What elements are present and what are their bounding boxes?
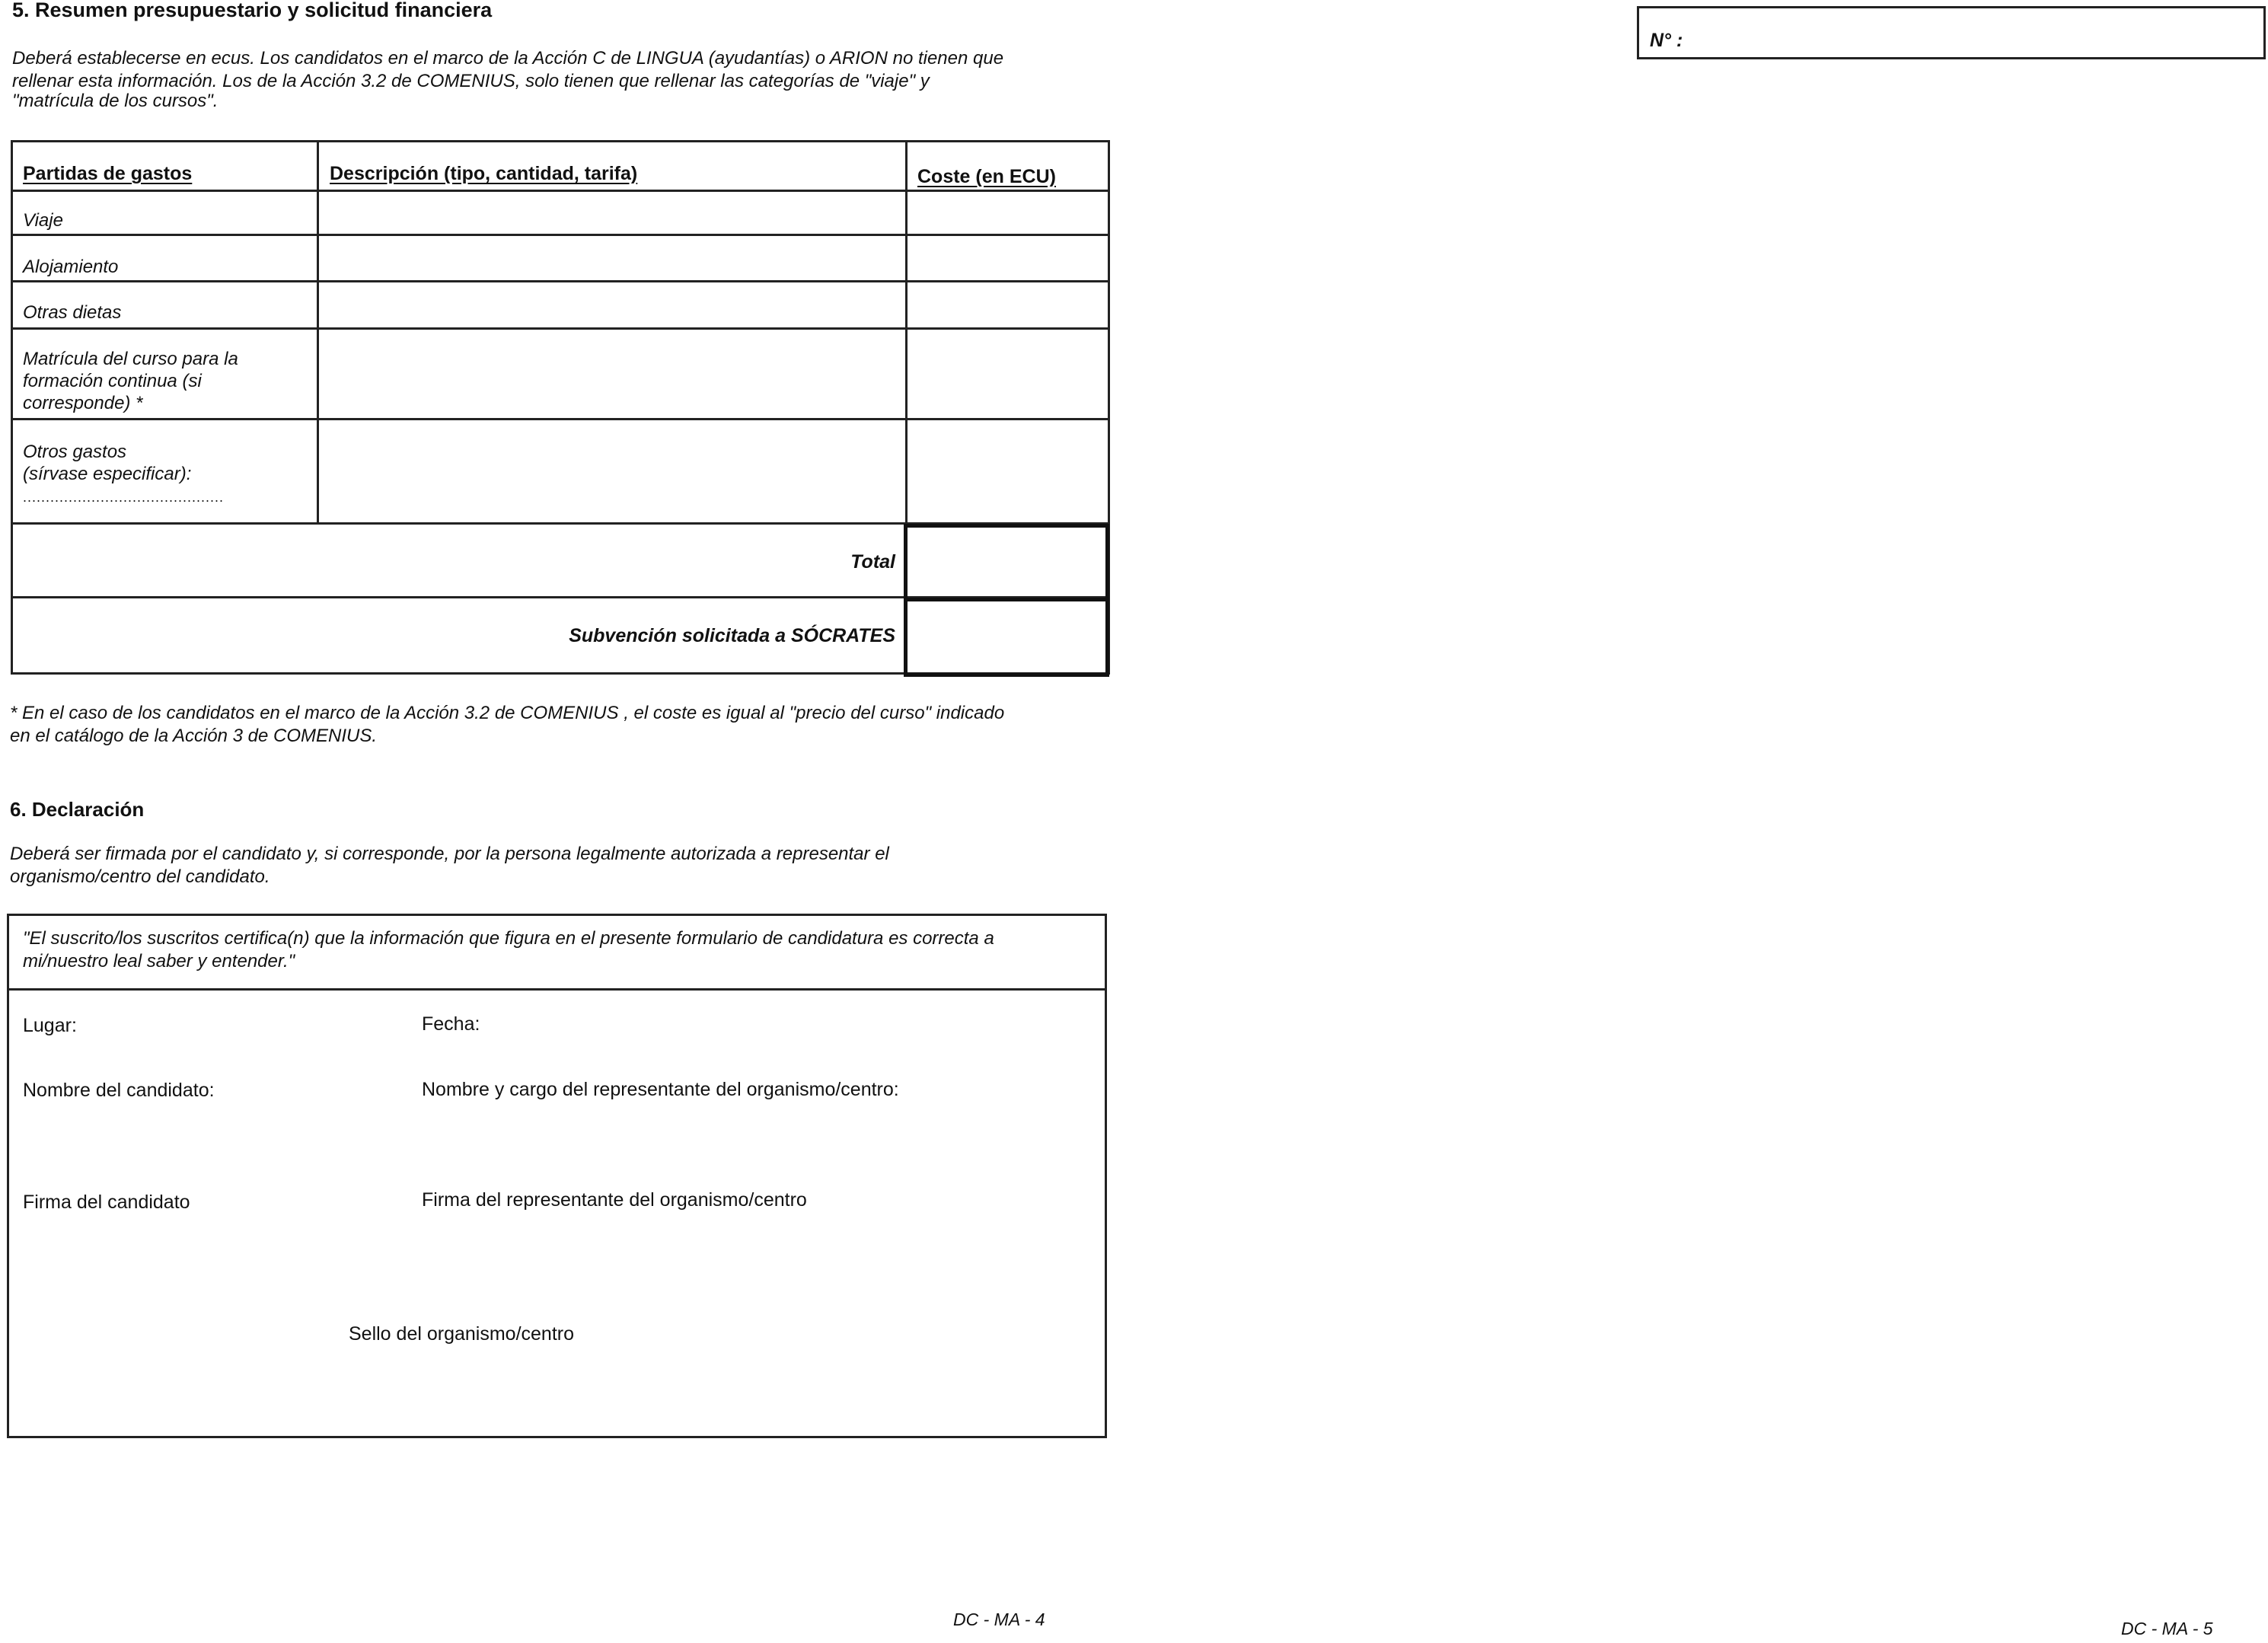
intro-line: Deberá ser firmada por el candidato y, si corresponde, por la persona legalmente autorizada a representar el [10,844,889,864]
quote-line: mi/nuestro leal saber y entender." [23,951,295,971]
table-border-left [11,140,13,675]
row-label: Viaje [23,210,63,231]
table-col-line [317,140,319,522]
declaration-quote [23,927,1104,973]
row-other-allowances [23,301,121,324]
row-label: (sírvase especificar): [23,464,192,484]
row-label: corresponde) * [23,393,143,413]
row-course-fee [23,348,238,414]
representative-name-label: Nombre y cargo del representante del organismo/centro: [422,1079,899,1100]
header-description: Descripción (tipo, cantidad, tarifa) [330,163,638,184]
declaration-box [7,914,1107,1438]
section-6-intro [10,843,1121,888]
representative-signature-label: Firma del representante del organismo/centro [422,1189,807,1211]
place-label: Lugar: [23,1015,77,1036]
section-6-title: 6. Declaración [10,798,145,821]
row-travel [23,209,63,231]
row-label: Otros gastos [23,442,127,462]
total-amount-box[interactable] [904,524,1109,601]
date-label: Fecha: [422,1013,480,1035]
section-5-intro [12,47,1116,113]
intro-line: rellenar esta información. Los de la Acción 3.2 de COMENIUS, solo tienen que rellenar las categorías de "viaje" y [12,71,930,91]
candidate-name-label: Nombre del candidato: [23,1080,215,1101]
grant-amount-box[interactable] [904,598,1109,677]
intro-line: organismo/centro del candidato. [10,866,270,887]
page-footer-left: DC - MA - 4 [953,1610,1045,1629]
row-label: Otras dietas [23,302,122,323]
grant-requested-label: Subvención solicitada a SÓCRATES [569,625,895,646]
row-accommodation [23,256,118,278]
row-label: Alojamiento [23,257,119,277]
intro-line: "matrícula de los cursos". [12,91,219,111]
quote-line: "El suscrito/los suscritos certifica(n) que la información que figura en el presente formulario de candidatura es correcta a [23,928,994,949]
table-col-line [905,140,908,522]
seal-label: Sello del organismo/centro [349,1323,574,1345]
cost-cell[interactable] [908,192,1107,233]
number-label: N° : [1650,30,1683,51]
candidate-signature-label: Firma del candidato [23,1192,190,1213]
section-5-title: 5. Resumen presupuestario y solicitud financiera [12,0,493,21]
table-row-line [11,280,1110,282]
header-cost: Coste (en ECU) [917,166,1056,187]
description-cell[interactable] [320,192,904,233]
footnote-line: en el catálogo de la Acción 3 de COMENIUS. [10,726,378,746]
intro-line: Deberá establecerse en ecus. Los candidatos en el marco de la Acción C de LINGUA (ayudantías) o ARION no tienen que [12,48,1004,69]
table-row-line [11,418,1110,420]
row-label: formación continua (si [23,371,202,391]
table-row-line [11,234,1110,236]
number-box[interactable] [1637,6,2266,59]
table-row-line [11,327,1110,330]
total-label: Total [850,551,895,573]
header-expense-items: Partidas de gastos [23,163,193,184]
footnote-line: * En el caso de los candidatos en el marco de la Acción 3.2 de COMENIUS , el coste es igual al "precio del curso" indicado [10,703,1005,723]
page-footer-right: DC - MA - 5 [2121,1619,2213,1638]
budget-footnote [10,702,1121,748]
declaration-divider [9,988,1105,991]
row-label: Matrícula del curso para la [23,349,238,369]
row-other-expenses [23,441,224,509]
row-label: ............................................ [23,490,225,505]
table-border-top [11,140,1110,142]
